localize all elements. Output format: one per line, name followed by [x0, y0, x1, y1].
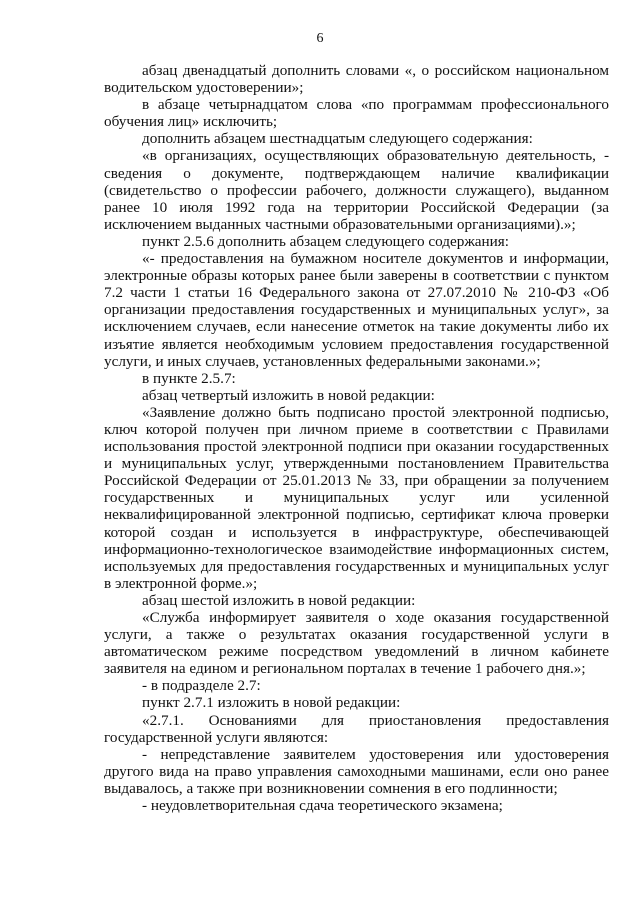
paragraph: «- предоставления на бумажном носителе документов и информации, электронные образы которых ранее были заверены в соответствии с пунктом 7.2 части 1 статьи 16 Федерального закона от 27.07.2010 № 210-ФЗ «Об организации предоставления государственных и муниципальных услуг», за исключением случаев, если нанесение отметок на такие документы либо их изъятие является необходимым условием предоставления государственной услуги, и иных случаев, установленных федеральными законами.»; — [104, 250, 609, 370]
paragraph: абзац четвертый изложить в новой редакции: — [142, 386, 435, 404]
paragraph: «Заявление должно быть подписано простой электронной подписью, ключ которой получен при личном приеме в соответствии с Правилами использования простой электронной подписи при оказании государственных и муниципальных услуг, утвержденными постановлением Правительства Российской Федерации от 25.01.2013 № 33, при обращении за получением государственных и муниципальных услуг или усиленной неквалифицированной электронной подписью, сертификат ключа проверки которой создан и используется в инфраструктуре, обеспечивающей информационно-технологическое взаимодействие информационных систем, используемых для предоставления государственных и муниципальных услуг в электронной форме.»; — [104, 403, 609, 592]
document-body — [104, 62, 609, 814]
page-number: 6 — [316, 31, 324, 46]
paragraph: «в организациях, осуществляющих образовательную деятельность, - сведения о документе, подтверждающем наличие квалификации (свидетельство о профессии рабочего, должности служащего), выданном ранее 10 июля 1992 года на территории Российской Федерации (за исключением выданных частными образовательными организациями).»; — [104, 147, 609, 233]
paragraph: - непредставление заявителем удостоверения или удостоверения другого вида на право управления самоходными машинами, если оно ранее выдавалось, а также при возникновении сомнения в его подлинности; — [104, 745, 609, 797]
paragraph: в абзаце четырнадцатом слова «по программам профессионального обучения лиц» исключить; — [104, 96, 609, 131]
paragraph: в пункте 2.5.7: — [142, 369, 236, 387]
paragraph: абзац шестой изложить в новой редакции: — [142, 591, 416, 609]
paragraph: пункт 2.7.1 изложить в новой редакции: — [142, 694, 401, 712]
paragraph: пункт 2.5.6 дополнить абзацем следующего содержания: — [142, 232, 510, 250]
paragraph: - в подразделе 2.7: — [142, 677, 261, 695]
paragraph: дополнить абзацем шестнадцатым следующего содержания: — [142, 130, 533, 148]
paragraph: «Служба информирует заявителя о ходе оказания государственной услуги, а также о результатах оказания государственной услуги в автоматическом режиме посредством уведомлений в личном кабинете заявителя на едином и региональном порталах в течение 1 рабочего дня.»; — [104, 609, 609, 678]
paragraph: абзац двенадцатый дополнить словами «, о российском национальном водительском удостоверении»; — [104, 62, 609, 97]
paragraph: - неудовлетворительная сдача теоретического экзамена; — [142, 797, 503, 815]
paragraph: «2.7.1. Основаниями для приостановления предоставления государственной услуги являются: — [104, 711, 609, 746]
